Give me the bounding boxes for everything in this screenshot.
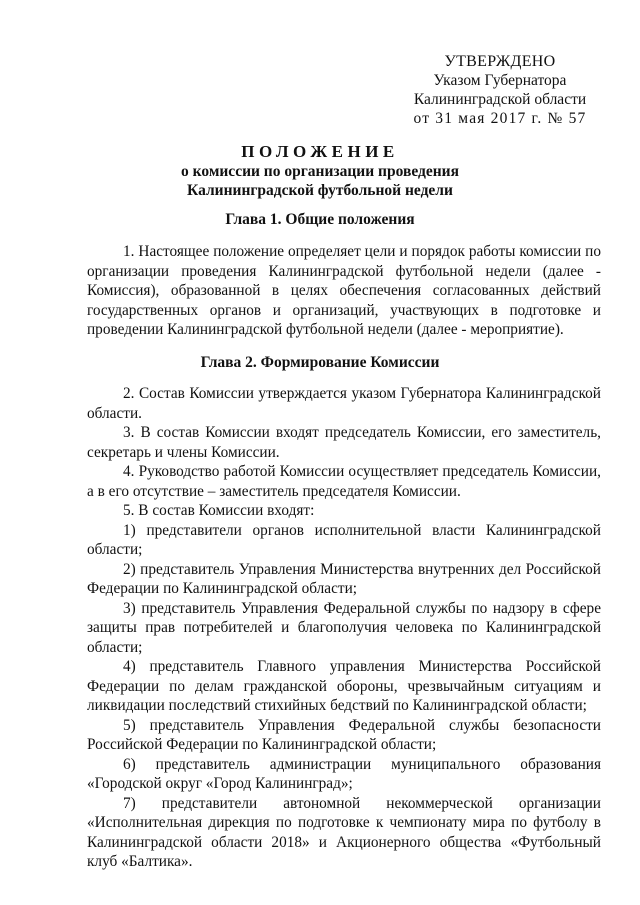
paragraph: 2. Состав Комиссии утверждается указом Губернатора Калининградской области. — [87, 385, 601, 422]
list-item: 4) представитель Главного управления Министерства Российской Федерации по делам гражданской обороны, чрезвычайным ситуациям и ликвидации последствий стихийных бедствий по Калининградской области; — [87, 658, 601, 714]
list-item: 1) представители органов исполнительной власти Калининградской области; — [87, 521, 601, 558]
paragraph: 5. В состав Комиссии входят: — [123, 502, 315, 519]
document-subtitle-2: Калининградской футбольной недели — [187, 182, 453, 199]
list-item: 2) представитель Управления Министерства внутренних дел Российской Федерации по Калининградской области; — [87, 560, 601, 597]
chapter-1-heading: Глава 1. Общие положения — [225, 211, 415, 228]
list-item: 5) представитель Управления Федеральной службы безопасности Российской Федерации по Калининградской области; — [87, 716, 601, 753]
chapter-2-heading: Глава 2. Формирование Комиссии — [200, 354, 440, 371]
list-item: 7) представители автономной некоммерческой организации «Исполнительная дирекция по подготовке к чемпионату мира по футболу в Калининградской области 2018» и Акционерного общества «Футбольный клуб «Балтика». — [87, 794, 601, 870]
chapter-2-body — [87, 384, 601, 872]
chapter-1-body — [87, 242, 601, 340]
approval-title: УТВЕРЖДЕНО — [444, 53, 556, 70]
paragraph: 3. В состав Комиссии входят председатель Комиссии, его заместитель, секретарь и члены Комиссии. — [87, 424, 601, 461]
paragraph: 4. Руководство работой Комиссии осуществляет председатель Комиссии, а в его отсутствие – заместитель председателя Комиссии. — [87, 463, 601, 500]
paragraph: 1. Настоящее положение определяет цели и порядок работы комиссии по организации проведения Калининградской футбольной недели (далее - Комиссия), образованной в целях обеспечения согласованных действий государственных органов и организаций, участвующих в подготовке и проведении Калининградской футбольной недели (далее - мероприятие). — [87, 243, 601, 338]
approval-line-2: Калининградской области — [413, 91, 587, 108]
document-subtitle-1: о комиссии по организации проведения — [181, 163, 459, 180]
approval-block — [380, 52, 620, 128]
list-item: 3) представитель Управления Федеральной службы по надзору в сфере защиты прав потребителей и благополучия человека по Калининградской области; — [87, 599, 601, 656]
list-item: 6) представитель администрации муниципального образования «Городской округ «Город Калининград»; — [87, 755, 601, 792]
document-title: ПОЛОЖЕНИЕ — [241, 142, 399, 161]
approval-line-3: от 31 мая 2017 г. № 57 — [413, 110, 587, 127]
approval-line-1: Указом Губернатора — [433, 72, 567, 89]
